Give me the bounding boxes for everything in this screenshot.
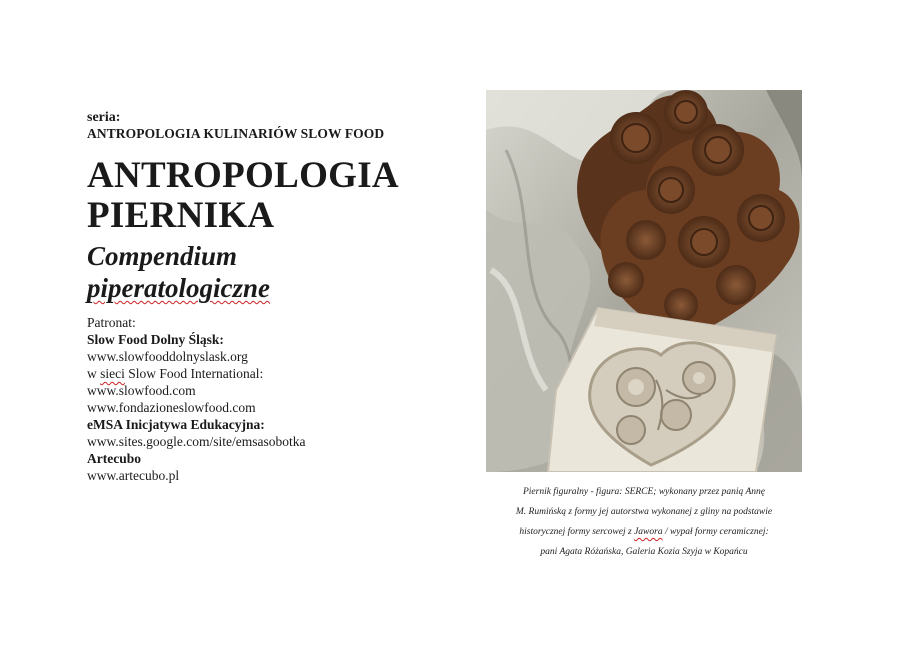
caption-line-3a: historycznej formy sercowej z: [519, 527, 635, 537]
title-line-2: PIERNIKA: [87, 195, 275, 236]
series-name: ANTROPOLOGIA KULINARIÓW SLOW FOOD: [87, 126, 385, 141]
subtitle: [87, 240, 447, 304]
network-suffix: Slow Food International:: [124, 366, 264, 381]
caption-line-4: pani Agata Różańska, Galeria Kozia Szyja w Kopańcu: [540, 547, 748, 557]
url-slowfood: www.slowfood.com: [87, 383, 196, 398]
caption-line-3c: / wypał formy ceramicznej:: [662, 527, 769, 537]
page-title: [87, 156, 447, 236]
org-emsa: eMSA Inicjatywa Edukacyjna:: [87, 417, 265, 432]
patronage-block: [87, 314, 447, 484]
title-line-1: ANTROPOLOGIA: [87, 155, 399, 196]
network-word: sieci: [100, 366, 125, 381]
network-line: [87, 365, 447, 382]
left-column: [87, 110, 447, 484]
caption-line-3b: Jawora: [634, 527, 663, 537]
caption-line-2: M. Rumińską z formy jej autorstwa wykonanej z gliny na podstawie: [515, 507, 773, 517]
subtitle-line-2: piperatologiczne: [87, 273, 270, 303]
url-emsa: www.sites.google.com/site/emsasobotka: [87, 434, 306, 449]
gingerbread-photo: [486, 90, 802, 472]
url-slowfooddolnyslask: www.slowfooddolnyslask.org: [87, 349, 248, 364]
patronage-heading: Patronat:: [87, 315, 136, 330]
caption-line-1: Piernik figuralny - figura: SERCE; wykonany przez panią Annę: [522, 487, 766, 497]
url-fondazioneslowfood: www.fondazioneslowfood.com: [87, 400, 256, 415]
caption-line-3: [486, 522, 802, 542]
series-label: seria:: [87, 110, 121, 125]
network-prefix: w: [87, 366, 101, 381]
url-artecubo: www.artecubo.pl: [87, 468, 180, 483]
gingerbread-illustration: [486, 90, 802, 472]
org-slow-food-dolny-slask: Slow Food Dolny Śląsk:: [87, 332, 224, 347]
org-artecubo: Artecubo: [87, 451, 141, 466]
photo-caption: [486, 482, 802, 562]
subtitle-line-1: Compendium: [87, 241, 238, 271]
